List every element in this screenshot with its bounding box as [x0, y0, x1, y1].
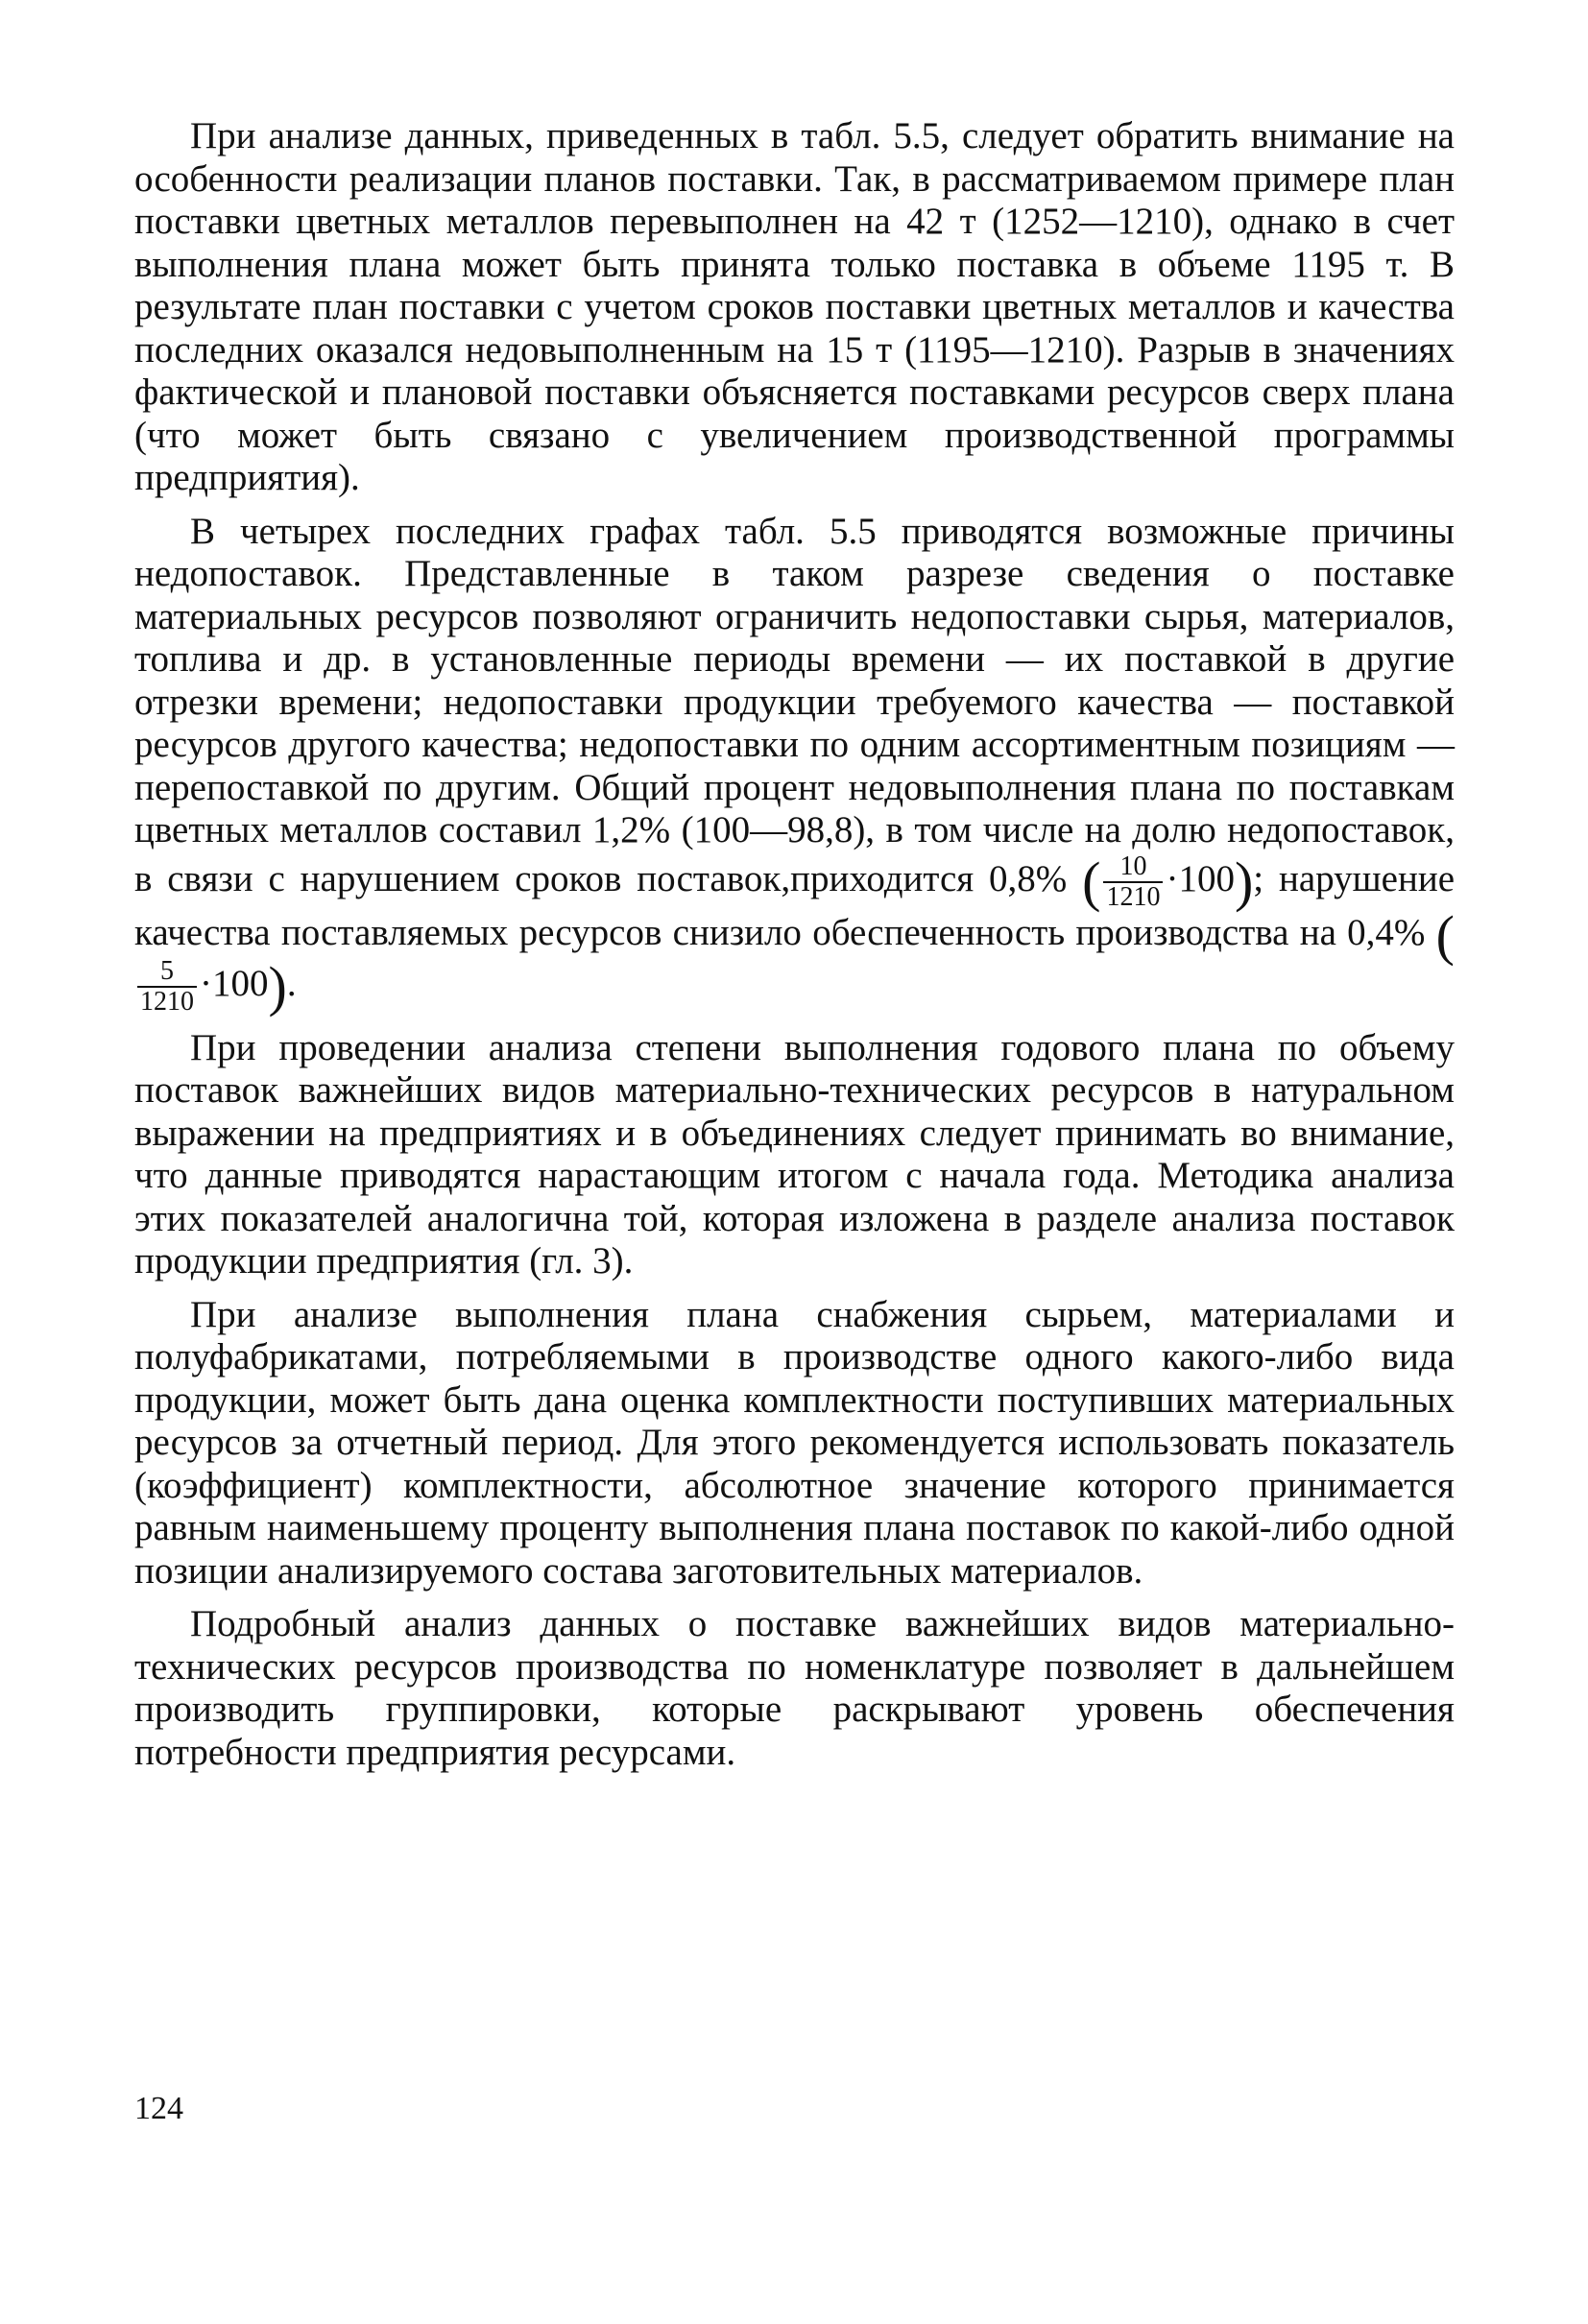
fraction-1 — [1103, 852, 1163, 912]
paragraph-2-text-a: В четырех последних графах табл. 5.5 приводятся возможные причины недопоставок. Представленные в таком разрезе сведения о поставке материальных ресурсов позволяют ограничить недопоставки сырья, материалов, топлива и др. в установленные периоды времени — их поставкой в другие отрезки времени; недопоставки продукции требуемого качества — поставкой ресурсов другого качества; недопоставки по одним ассортиментным позициям — перепоставкой по другим. Общий процент недовыполнения плана по поставкам цветных металлов составил 1,2% (100—98,8), в том числе на долю недопоставок, в связи с нарушением сроков поставок,приходится 0,8% — [134, 510, 1455, 899]
fraction-2-multiplier: ·100 — [200, 962, 269, 1004]
paragraph-2 — [134, 511, 1455, 1017]
fraction-1-numerator: 10 — [1103, 852, 1163, 883]
paragraph-1: При анализе данных, приведенных в табл. 5.5, следует обратить внимание на особенности реализации планов поставки. Так, в рассматриваемом примере план поставки цветных металлов перевыполнен на 42 т (1252—1210), однако в счет выполнения плана может быть принята только поставка в объеме 1195 т. В результате план поставки с учетом сроков поставки цветных металлов и качества последних оказался недовыполненным на 15 т (1195—1210). Разрыв в значениях фактической и плановой поставки объясняется поставками ресурсов сверх плана (что может быть связано с увеличением производственной программы предприятия). — [134, 115, 1455, 498]
fraction-2-denominator: 1210 — [140, 986, 194, 1017]
paragraph-4: При анализе выполнения плана снабжения сырьем, материалами и полуфабрикатами, потребляемыми в производстве одного какого-либо вида продукции, может быть дана оценка комплектности поступивших материальных ресурсов за отчетный период. Для этого рекомендуется использовать показатель (коэффициент) комплектности, абсолютное значение которого принимается равным наименьшему проценту выполнения плана поставок по какой-либо одной позиции анализируемого состава заготовительных материалов. — [134, 1293, 1455, 1592]
fraction-1-multiplier: ·100 — [1166, 857, 1235, 899]
paragraph-3: При проведении анализа степени выполнения годового плана по объему поставок важнейших видов материально-технических ресурсов в натуральном выражении на предприятиях и в объединениях следует принимать во внимание, что данные приводятся нарастающим итогом с начала года. Методика анализа этих показателей аналогична той, которая изложена в разделе анализа поставок продукции предприятия (гл. 3). — [134, 1026, 1455, 1282]
formula-close-paren-1: ) — [1234, 850, 1254, 913]
fraction-2 — [137, 957, 197, 1017]
paragraph-2-text-b: ; нарушение качества поставляемых ресурсов снизило обеспеченность производства на 0,4% — [134, 857, 1456, 953]
formula-open-paren-1: ( — [1082, 850, 1101, 913]
paragraph-2-text-c: . — [286, 962, 297, 1004]
paragraph-5: Подробный анализ данных о поставке важнейших видов материально-технических ресурсов производства по номенклатуре позволяет в дальнейшем производить группировки, которые раскрывают уровень обеспечения потребности предприятия ресурсами. — [134, 1603, 1455, 1773]
formula-close-paren-2: ) — [268, 954, 287, 1018]
page-number: 124 — [134, 2091, 183, 2126]
fraction-1-denominator: 1210 — [1106, 881, 1161, 912]
formula-open-paren-2: ( — [1435, 903, 1455, 967]
fraction-2-numerator: 5 — [137, 957, 197, 988]
page-body — [134, 115, 1455, 2227]
